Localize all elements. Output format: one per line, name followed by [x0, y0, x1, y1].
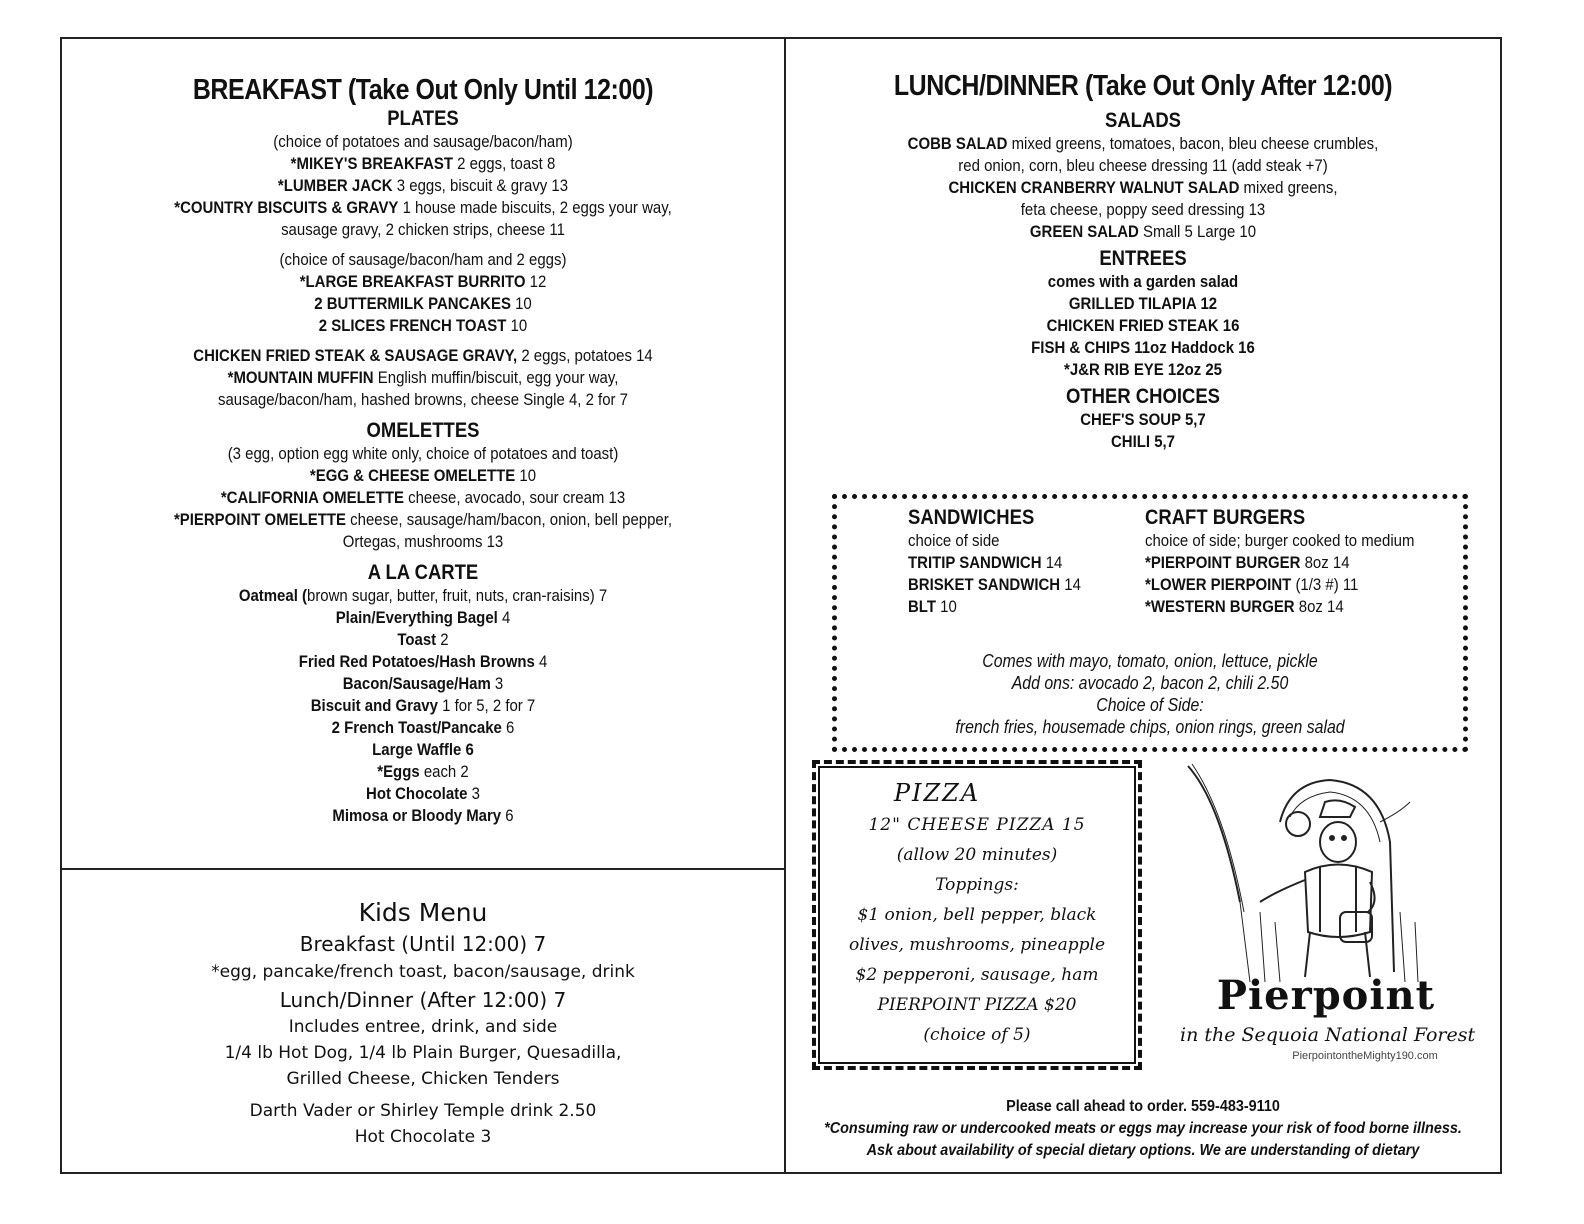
combo-note: Choice of Side: — [1096, 695, 1204, 715]
menu-item: Hot Chocolate 3 — [366, 784, 480, 803]
pizza-section — [816, 776, 1138, 1050]
menu-item: *LARGE BREAKFAST BURRITO 12 — [299, 272, 547, 291]
footer — [786, 1096, 1500, 1162]
omelettes-note: (3 egg, option egg white only, choice of potatoes and toast) — [227, 444, 619, 463]
menu-item: Large Waffle 6 — [372, 740, 474, 759]
plates-note: (choice of potatoes and sausage/bacon/ham) — [273, 132, 573, 151]
combo-notes — [840, 650, 1460, 738]
combo-note: Add ons: avocado 2, bacon 2, chili 2.50 — [1011, 673, 1289, 693]
menu-item: *J&R RIB EYE 12oz 25 — [1064, 360, 1222, 379]
menu-item: 2 French Toast/Pancake 6 — [331, 718, 515, 737]
pizza-line: PIERPOINT PIZZA $20 — [877, 995, 1077, 1015]
pizza-line: $2 pepperoni, sausage, ham — [855, 965, 1099, 985]
sandwiches-section — [908, 506, 1138, 618]
menu-item: GRILLED TILAPIA 12 — [1068, 294, 1218, 313]
sandwiches-heading: SANDWICHES — [908, 506, 1035, 529]
breakfast-title: BREAKFAST (Take Out Only Until 12:00) — [192, 74, 654, 106]
kids-lunch-items: Grilled Cheese, Chicken Tenders — [286, 1069, 560, 1089]
salads-heading: SALADS — [1105, 109, 1181, 132]
plates-heading: PLATES — [387, 107, 459, 130]
menu-item: 2 SLICES FRENCH TOAST 10 — [318, 316, 528, 335]
fisherman-bear-illustration — [1180, 762, 1430, 982]
burgers-note: choice of side; burger cooked to medium — [1145, 531, 1415, 550]
menu-item: TRITIP SANDWICH 14 — [908, 553, 1063, 572]
menu-item: CHEF'S SOUP 5,7 — [1080, 410, 1206, 429]
sandwiches-note: choice of side — [908, 531, 1000, 550]
combo-note: Comes with mayo, tomato, onion, lettuce, pickle — [982, 651, 1318, 671]
menu-item-desc: Ortegas, mushrooms 13 — [342, 532, 504, 551]
kids-breakfast-items: *egg, pancake/french toast, bacon/sausage, drink — [211, 962, 635, 982]
menu-item: *Eggs each 2 — [377, 762, 469, 781]
menu-item-desc: sausage/bacon/ham, hashed browns, cheese Single 4, 2 for 7 — [217, 390, 628, 409]
menu-item: BLT 10 — [908, 597, 957, 616]
entrees-note: comes with a garden salad — [1047, 272, 1239, 291]
combo-note: french fries, housemade chips, onion rings, green salad — [955, 717, 1345, 737]
burgers-heading: CRAFT BURGERS — [1145, 506, 1306, 529]
kids-title: Kids Menu — [358, 898, 488, 927]
kids-lunch-items: 1/4 lb Hot Dog, 1/4 lb Plain Burger, Quesadilla, — [224, 1043, 622, 1063]
burgers-section — [1145, 506, 1455, 618]
logo-name: Pierpoint — [1216, 972, 1436, 1019]
dietary-text: Ask about availability of special dietary options. We are understanding of dietary — [866, 1142, 1420, 1159]
menu-item: *COUNTRY BISCUITS & GRAVY 1 house made biscuits, 2 eggs your way, — [174, 198, 672, 217]
lunch-section — [786, 70, 1500, 453]
menu-item: Biscuit and Gravy 1 for 5, 2 for 7 — [310, 696, 536, 715]
menu-item: CHICKEN FRIED STEAK & SAUSAGE GRAVY, 2 eggs, potatoes 14 — [193, 346, 653, 365]
alacarte-heading: A LA CARTE — [367, 561, 479, 584]
menu-item: 2 BUTTERMILK PANCAKES 10 — [314, 294, 532, 313]
omelettes-heading: OMELETTES — [366, 419, 480, 442]
menu-item: CHICKEN FRIED STEAK 16 — [1046, 316, 1240, 335]
menu-item: BRISKET SANDWICH 14 — [908, 575, 1081, 594]
pizza-line: (allow 20 minutes) — [896, 845, 1058, 865]
menu-item: Oatmeal (brown sugar, butter, fruit, nuts, cran-raisins) 7 — [238, 586, 608, 605]
menu-item: *MOUNTAIN MUFFIN English muffin/biscuit, egg your way, — [227, 368, 619, 387]
lunch-title: LUNCH/DINNER (Take Out Only After 12:00) — [893, 70, 1393, 102]
kids-drink: Darth Vader or Shirley Temple drink 2.50 — [249, 1101, 597, 1121]
menu-item: COBB SALAD mixed greens, tomatoes, bacon, bleu cheese crumbles, — [907, 134, 1379, 153]
menu-item-desc: feta cheese, poppy seed dressing 13 — [1020, 200, 1266, 219]
menu-item: *PIERPOINT BURGER 8oz 14 — [1145, 553, 1350, 572]
call-ahead-text: Please call ahead to order. 559-483-9110 — [1006, 1098, 1280, 1115]
menu-item: Mimosa or Bloody Mary 6 — [332, 806, 514, 825]
warning-text: *Consuming raw or undercooked meats or eggs may increase your risk of food borne illness. — [824, 1120, 1462, 1137]
menu-item: CHILI 5,7 — [1110, 432, 1176, 451]
menu-item: *PIERPOINT OMELETTE cheese, sausage/ham/bacon, onion, bell pepper, — [173, 510, 673, 529]
menu-item: *EGG & CHEESE OMELETTE 10 — [309, 466, 537, 485]
menu-item: *LOWER PIERPOINT (1/3 #) 11 — [1145, 575, 1359, 594]
menu-item: GREEN SALAD Small 5 Large 10 — [1029, 222, 1257, 241]
kids-lunch: Lunch/Dinner (After 12:00) 7 — [279, 988, 567, 1012]
menu-item: *CALIFORNIA OMELETTE cheese, avocado, sour cream 13 — [220, 488, 626, 507]
kids-cocoa: Hot Chocolate 3 — [354, 1127, 492, 1147]
menu-item-desc: sausage gravy, 2 chicken strips, cheese 11 — [281, 220, 565, 239]
other-heading: OTHER CHOICES — [1065, 385, 1220, 408]
menu-item: *WESTERN BURGER 8oz 14 — [1145, 597, 1344, 616]
pizza-line: 12" CHEESE PIZZA 15 — [868, 815, 1086, 835]
kids-breakfast: Breakfast (Until 12:00) 7 — [299, 932, 547, 956]
kids-lunch-note: Includes entree, drink, and side — [288, 1017, 558, 1037]
entrees-heading: ENTREES — [1099, 247, 1187, 270]
pizza-title: PIZZA — [893, 779, 981, 807]
menu-item: FISH & CHIPS 11oz Haddock 16 — [1031, 338, 1255, 357]
logo-tagline: in the Sequoia National Forest — [1180, 1024, 1476, 1046]
plates-note: (choice of sausage/bacon/ham and 2 eggs) — [279, 250, 567, 269]
menu-item: Toast 2 — [397, 630, 449, 649]
menu-item-desc: red onion, corn, bleu cheese dressing 11 (add steak +7) — [958, 156, 1328, 175]
breakfast-section — [62, 74, 784, 827]
pizza-line: (choice of 5) — [923, 1025, 1031, 1045]
menu-item: Bacon/Sausage/Ham 3 — [342, 674, 504, 693]
logo-url: PierpointontheMighty190.com — [1292, 1050, 1438, 1062]
menu-item: *LUMBER JACK 3 eggs, biscuit & gravy 13 — [277, 176, 569, 195]
kids-section — [62, 896, 784, 1150]
pizza-line: Toppings: — [935, 875, 1019, 895]
menu-item: *MIKEY'S BREAKFAST 2 eggs, toast 8 — [290, 154, 556, 173]
pizza-line: $1 onion, bell pepper, black — [857, 905, 1097, 925]
menu-item: CHICKEN CRANBERRY WALNUT SALAD mixed greens, — [948, 178, 1338, 197]
menu-item: Plain/Everything Bagel 4 — [335, 608, 511, 627]
pizza-line: olives, mushrooms, pineapple — [848, 935, 1106, 955]
menu-item: Fried Red Potatoes/Hash Browns 4 — [298, 652, 548, 671]
